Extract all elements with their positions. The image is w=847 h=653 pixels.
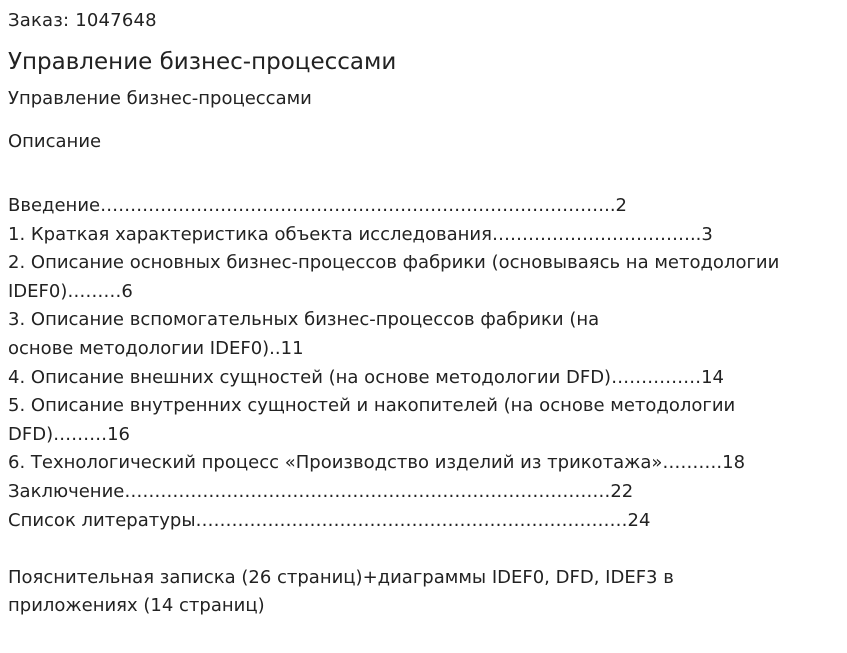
toc-line-chapter-2: 2. Описание основных бизнес-процессов фабрики (основываясь на методологии <box>8 252 780 274</box>
toc-line-chapter-5: 5. Описание внутренних сущностей и накопителей (на основе методологии <box>8 395 736 417</box>
toc-line-chapter-6: 6. Технологический процесс «Производство изделий из трикотажа»……….18 <box>8 452 746 474</box>
description-body <box>8 192 838 621</box>
toc-line-conclusion: Заключение………………………………………………………………………22 <box>8 480 634 502</box>
toc-line-introduction: Введение…………………………………………………………………………..2 <box>8 195 627 216</box>
toc-line-chapter-1: 1. Краткая характеристика объекта исследования……………………………..3 <box>8 223 713 245</box>
page-title: Управление бизнес-процессами <box>8 49 397 75</box>
toc-line-chapter-2-cont: IDEF0)………6 <box>8 280 133 302</box>
note-line-1: Пояснительная записка (26 страниц)+диаграммы IDEF0, DFD, IDEF3 в <box>8 566 674 588</box>
toc-line-bibliography: Список литературы………………………………………………………………24 <box>8 509 651 531</box>
toc-line-chapter-5-cont: DFD)………16 <box>8 423 131 445</box>
toc-line-chapter-3: 3. Описание вспомогательных бизнес-процессов фабрики (на <box>8 309 600 331</box>
note-line-2: приложениях (14 страниц) <box>8 595 265 617</box>
page-subtitle: Управление бизнес-процессами <box>8 88 312 109</box>
toc-line-chapter-3-cont: основе методологии IDEF0)..11 <box>8 337 304 359</box>
toc-line-chapter-4: 4. Описание внешних сущностей (на основе методологии DFD)……………14 <box>8 366 724 388</box>
blank-line <box>8 535 838 564</box>
description-heading: Описание <box>8 131 102 152</box>
order-number: Заказ: 1047648 <box>8 10 157 31</box>
